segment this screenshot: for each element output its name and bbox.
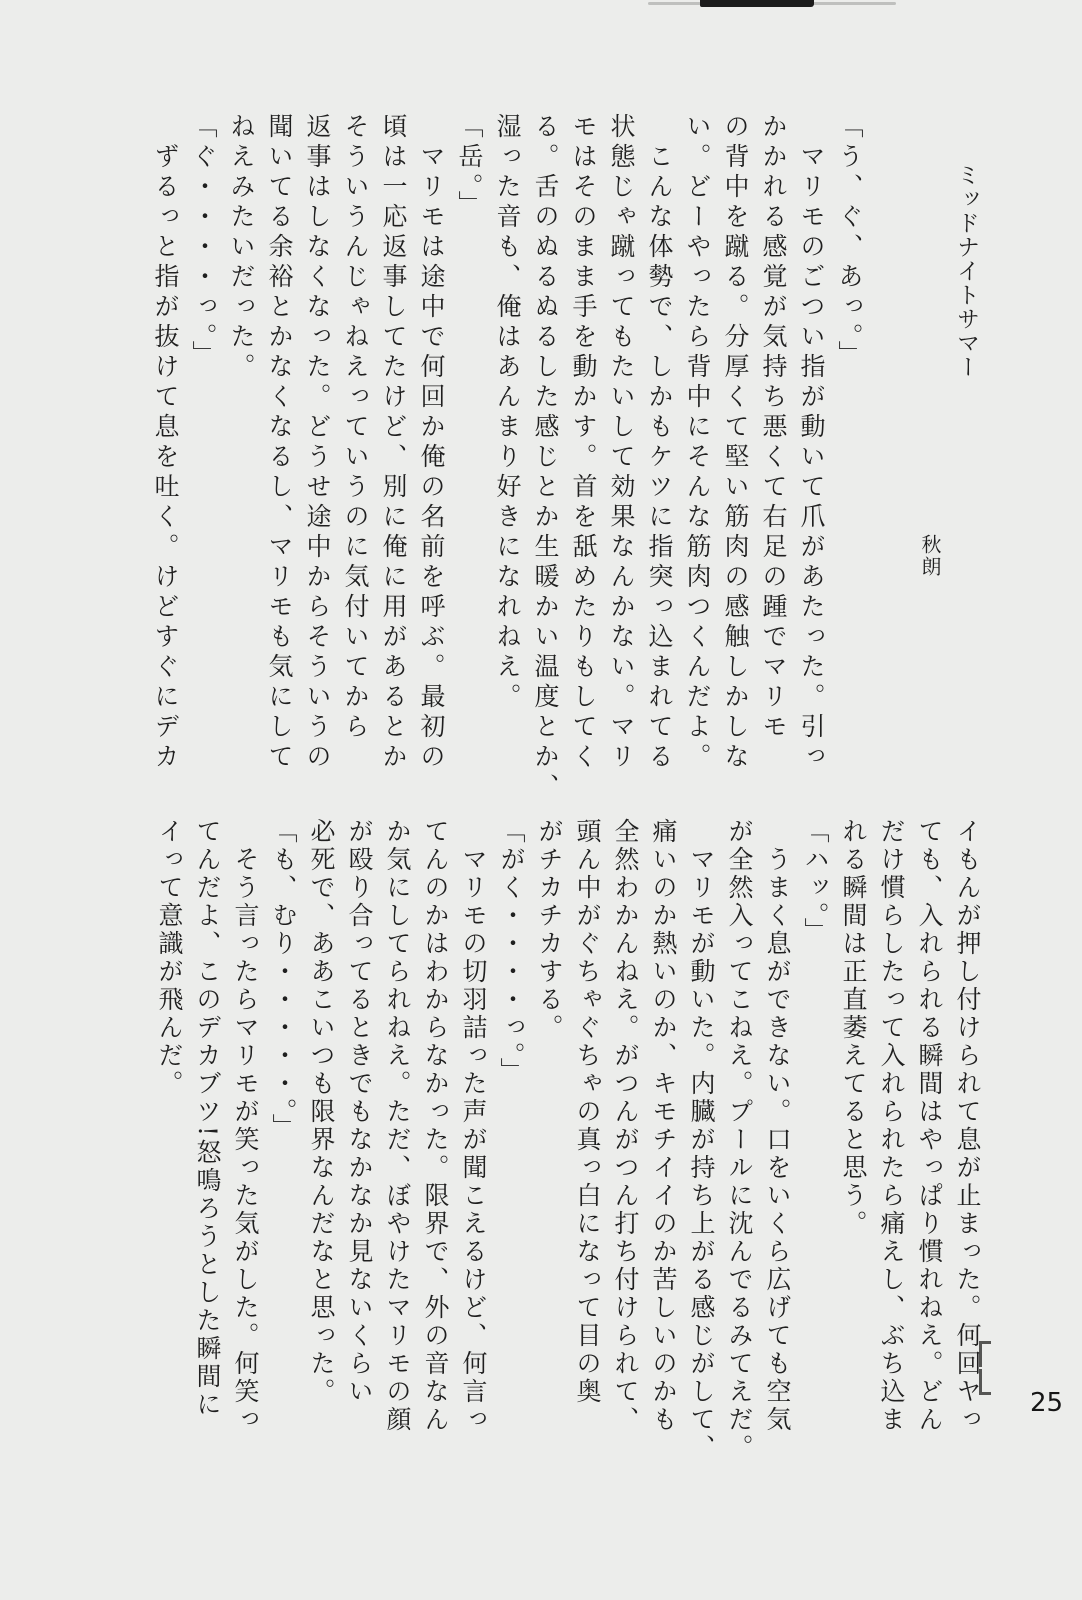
text-line: モはそのまま手を動かす。首を舐めたりもしてく [569, 113, 598, 773]
text-line: マリモは途中で何回か俺の名前を呼ぶ。最初の [417, 113, 446, 773]
text-line: イもんが押し付けられて息が止まった。何回ヤっ [953, 818, 982, 1434]
text-line: イって意識が飛んだ。 [155, 818, 184, 1098]
text-line: 頃は一応返事してたけど、別に俺に用があるとか [379, 113, 408, 773]
text-line: かかれる感覚が気持ち悪くて右足の踵でマリモ [759, 113, 788, 743]
text-line: の背中を蹴る。分厚くて堅い筋肉の感触しかしな [721, 113, 750, 773]
story-title: ミッドナイトサマー [953, 163, 979, 379]
text-line: 返事はしなくなった。どうせ途中からそういうの [303, 113, 332, 773]
text-line: 「がく・・・・っ。」 [497, 818, 526, 1086]
lower-text-block [150, 818, 986, 1462]
text-line: 「ぐ・・・・っ。」 [189, 113, 218, 371]
text-line: 「も、むり・・・・・。」 [269, 818, 298, 1142]
text-line: 湿った音も、俺はあんまり好きになれねえ。 [493, 113, 522, 713]
scan-artifact [700, 0, 814, 7]
text-line: ずるっと指が抜けて息を吐く。けどすぐにデカ [151, 113, 180, 773]
text-line: マリモが動いた。内臓が持ち上がる感じがして、 [687, 818, 716, 1462]
text-line: が全然入ってこねえ。プールに沈んでるみてえだ。 [725, 818, 754, 1462]
text-line: だけ慣らしたって入れられたら痛えし、ぶち込ま [877, 818, 906, 1434]
text-line: 必死で、ああこいつも限界なんだなと思った。 [307, 818, 336, 1406]
text-line: 状態じゃ蹴ってもたいして効果なんかない。マリ [607, 113, 636, 773]
text-line: マリモの切羽詰った声が聞こえるけど、何言っ [459, 818, 488, 1434]
text-line: 「ハッ。」 [801, 818, 830, 946]
upper-text-block [146, 113, 868, 803]
page-number: 25 [1030, 1388, 1064, 1418]
text-line: こんな体勢で、しかもケツに指突っ込まれてる [645, 113, 674, 773]
text-line: そういうんじゃねえっていうのに気付いてから [341, 113, 370, 743]
text-line: てんのかはわからなかった。限界で、外の音なん [421, 818, 450, 1434]
text-line: 聞いてる余裕とかなくなるし、マリモも気にして [265, 113, 294, 773]
text-line: が殴り合ってるときでもなかなか見ないくらい [345, 818, 374, 1406]
text-line: い。どーやったら背中にそんな筋肉つくんだよ。 [683, 113, 712, 773]
text-line: 「う、ぐ、あっ。」 [835, 113, 864, 371]
text-line: 痛いのか熱いのか、キモチイイのか苦しいのかも [649, 818, 678, 1434]
text-line: てんだよ、このデカブツ!怒鳴ろうとした瞬間に [193, 818, 222, 1420]
text-line: マリモのごつい指が動いて爪があたった。引っ [797, 113, 826, 773]
text-line: 頭ん中がぐちゃぐちゃの真っ白になって目の奥 [573, 818, 602, 1406]
text-line: か気にしてられねえ。ただ、ぼやけたマリモの顔 [383, 818, 412, 1434]
text-line: ねえみたいだった。 [227, 113, 256, 383]
text-line: る。舌のぬるぬるした感じとか生暖かい温度とか、 [531, 113, 560, 803]
text-line: 「岳。」 [455, 113, 484, 221]
text-line: がチカチカする。 [535, 818, 564, 1042]
text-line: れる瞬間は正直萎えてると思う。 [839, 818, 868, 1238]
text-line: 全然わかんねえ。がつんがつん打ち付けられて、 [611, 818, 640, 1434]
text-line: ても、入れられる瞬間はやっぱり慣れねえ。どん [915, 818, 944, 1434]
story-author: 秋朗 [918, 534, 942, 578]
text-line: そう言ったらマリモが笑った気がした。何笑っ [231, 818, 260, 1434]
text-line: うまく息ができない。口をいくら広げても空気 [763, 818, 792, 1434]
